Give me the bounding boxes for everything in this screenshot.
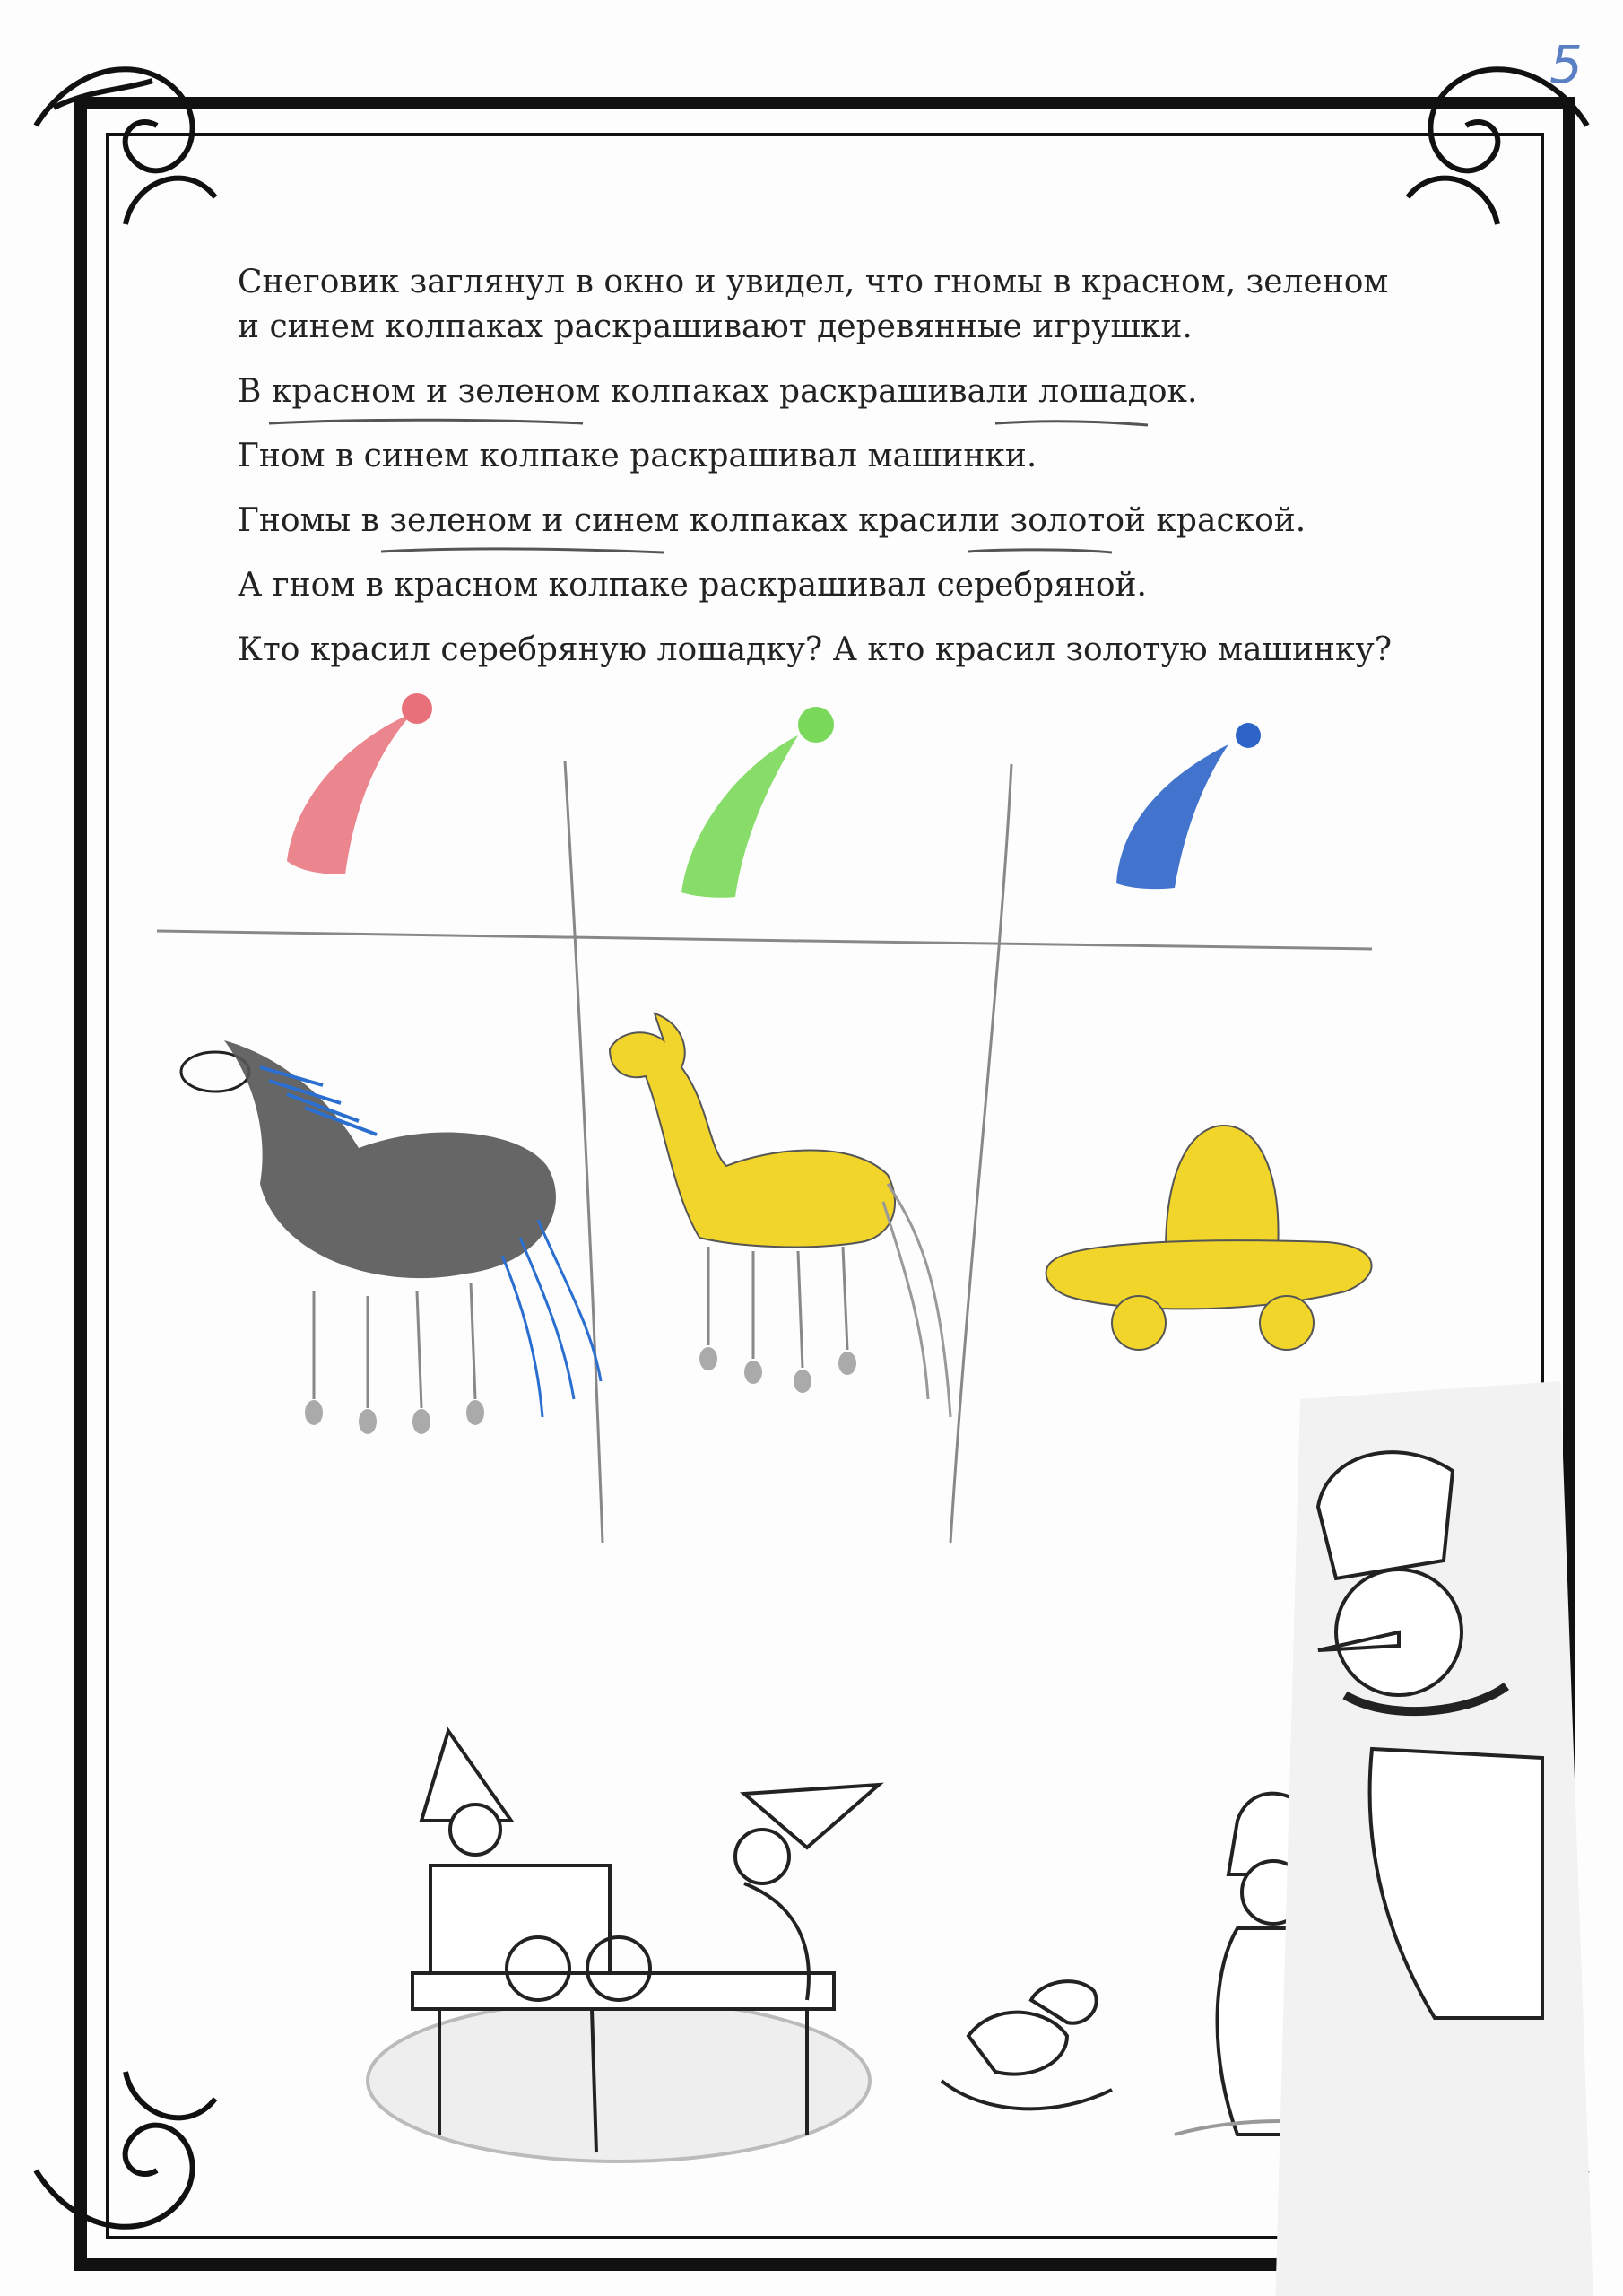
story-line-4: Гномы в зеленом и синем колпаках красили золотой краской.	[238, 502, 1306, 539]
story-line-2: В красном и зеленом колпаках раскрашивали лошадок.	[238, 373, 1198, 410]
snowman	[1273, 1381, 1596, 2296]
story-line-3: Гном в синем колпаке раскрашивал машинки.	[238, 438, 1037, 474]
story-line-6: Кто красил серебряную лошадку? А кто красил золотую машинку?	[238, 631, 1392, 668]
rocking-horse	[942, 1981, 1112, 2109]
story-line-1: Снеговик заглянул в окно и увидел, что гномы в красном, зеленом и синем колпаках раскрашивают деревянные игрушки.	[238, 264, 1389, 345]
story-line-5: А гном в красном колпаке раскрашивал серебряной.	[238, 567, 1147, 604]
page-number: 5	[1549, 34, 1583, 95]
gnomes-painting-train	[368, 1731, 879, 2161]
